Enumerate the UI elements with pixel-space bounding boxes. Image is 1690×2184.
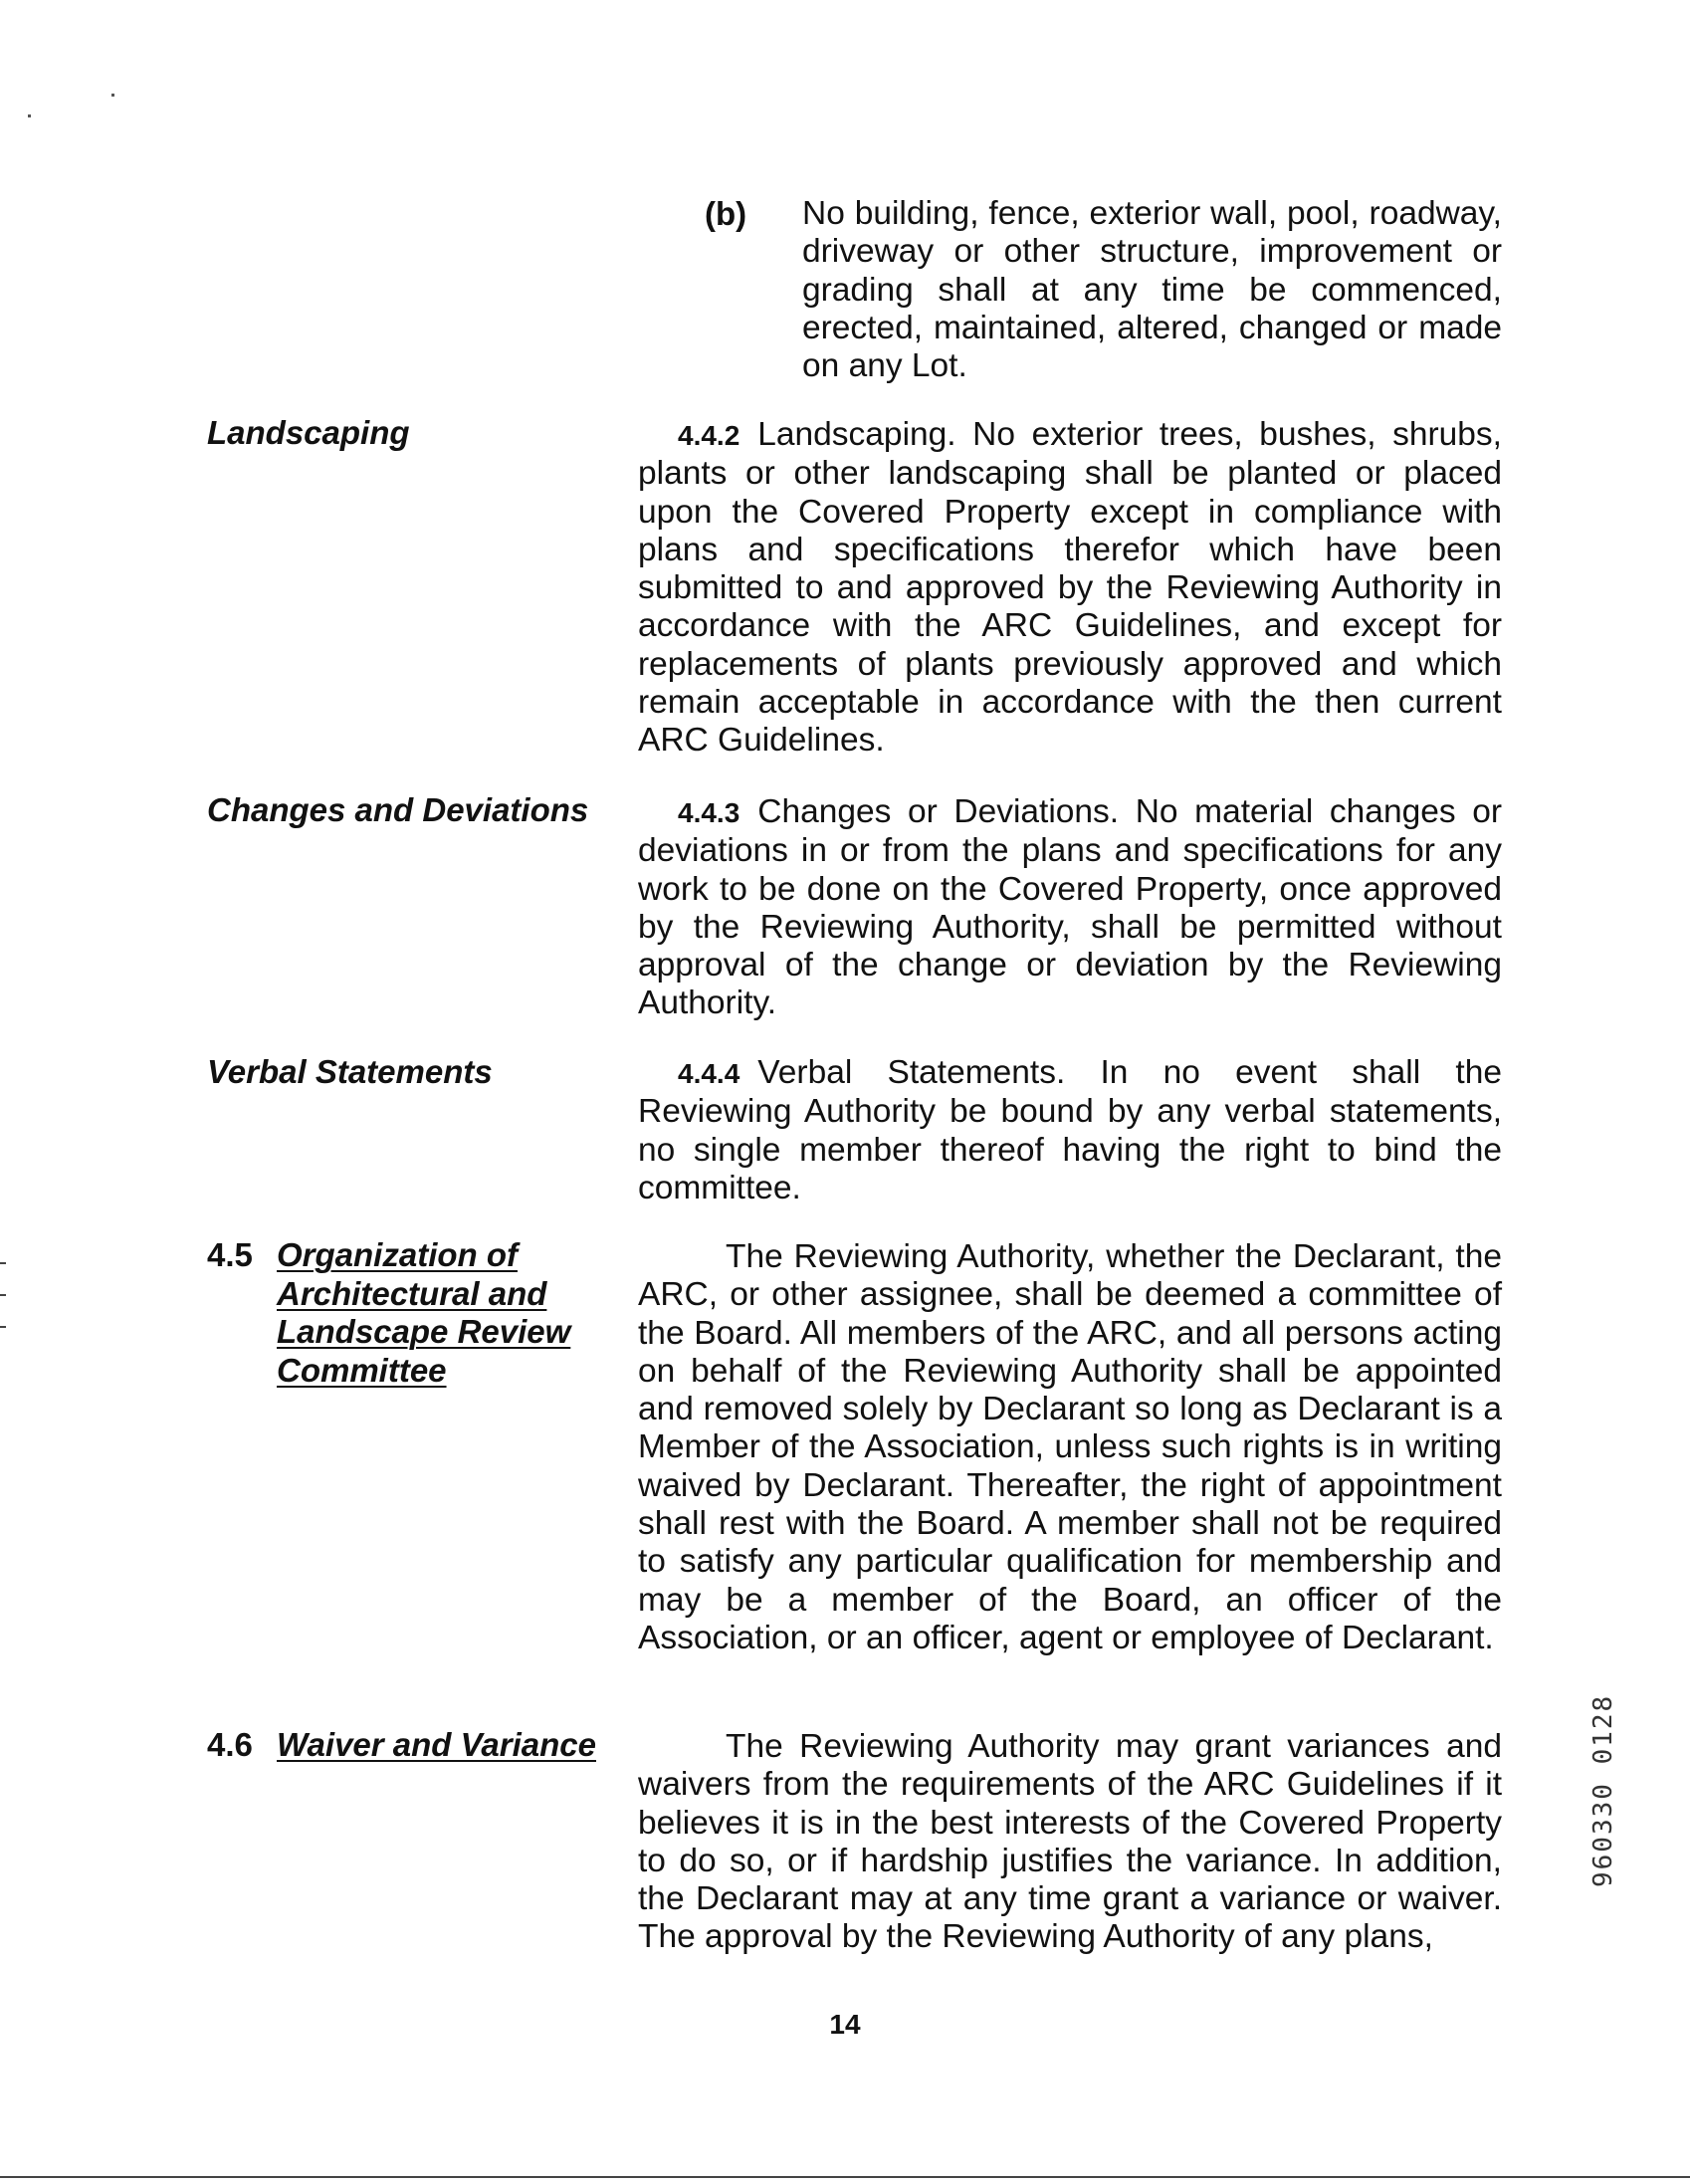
section-heading-4-6 <box>207 1726 635 1765</box>
margin-heading-changes: Changes and Deviations <box>207 791 589 828</box>
scan-speck <box>111 94 114 97</box>
paragraph-verbal-text: Verbal Statements. In no event shall the Reviewing Authority be bound by any verbal statements, no single member thereof having the right to bind the committee. <box>638 1054 1502 1206</box>
paragraph-landscaping <box>638 416 1502 761</box>
section-title-line: Landscape Review <box>277 1313 571 1350</box>
margin-heading-verbal: Verbal Statements <box>207 1053 493 1090</box>
page-number: 14 <box>829 2009 861 2040</box>
edge-mark <box>0 1326 6 1328</box>
paragraph-changes-text: Changes or Deviations. No material changes or deviations in or from the plans and specifications for any work to be done on the Covered Property, once approved by the Reviewing Authority, shall be permitted without approval of the change or deviation by the Reviewing Authority. <box>638 793 1502 1022</box>
section-heading-4-5 <box>207 1236 635 1390</box>
edge-mark <box>0 1294 6 1296</box>
margin-heading-landscaping: Landscaping <box>207 414 410 451</box>
paragraph-landscaping-text: Landscaping. No exterior trees, bushes, shrubs, plants or other landscaping shall be planted or placed upon the Covered Property except in compliance with plans and specifications therefor which have been submitted to and approved by the Reviewing Authority in accordance with the ARC Guidelines, and except for replacements of plants previously approved and which remain acceptable in accordance with the then current ARC Guidelines. <box>638 416 1502 760</box>
edge-mark <box>0 1262 6 1264</box>
paragraph-changes <box>638 793 1502 1023</box>
paragraph-organization: The Reviewing Authority, whether the Declarant, the ARC, or other assignee, shall be deemed a committee of the Board. All members of the ARC, and all persons acting on behalf of the Reviewing Authority shall be appointed and removed solely by Declarant so long as Declarant is a Member of the Association, unless such rights is in writing waived by Declarant. Thereafter, the right of appointment shall rest with the Board. A member shall not be required to satisfy any particular qualification for membership and may be a member of the Board, an officer of the Association, or an officer, agent or employee of Declarant. <box>638 1238 1502 1656</box>
section-number-4-5: 4.5 <box>207 1236 253 1273</box>
section-number-4-6: 4.6 <box>207 1726 253 1763</box>
item-b-label: (b) <box>705 195 747 232</box>
clause-number-4-4-2: 4.4.2 <box>678 420 740 451</box>
bottom-border-line <box>0 2176 1690 2178</box>
section-title-line: Organization of <box>277 1236 518 1273</box>
section-title: Waiver and Variance <box>277 1726 596 1763</box>
paragraph-verbal <box>638 1054 1502 1207</box>
scan-speck <box>28 114 31 117</box>
section-title-line: Committee <box>277 1351 447 1389</box>
filing-stamp: 960330 0128 <box>1588 1693 1618 1887</box>
paragraph-waiver: The Reviewing Authority may grant variances and waivers from the requirements of the ARC Guidelines if it believes it is in the best interests of the Covered Property to do so, or if hardship justifies the variance. In addition, the Declarant may at any time grant a variance or waiver. The approval by the Reviewing Authority of any plans, <box>638 1728 1502 1956</box>
clause-number-4-4-4: 4.4.4 <box>678 1058 740 1089</box>
clause-number-4-4-3: 4.4.3 <box>678 797 740 828</box>
item-b-text: No building, fence, exterior wall, pool, roadway, driveway or other structure, improvement or grading shall at any time be commenced, erected, maintained, altered, changed or made on any Lot. <box>802 195 1502 385</box>
section-title-line: Architectural and <box>277 1274 547 1312</box>
